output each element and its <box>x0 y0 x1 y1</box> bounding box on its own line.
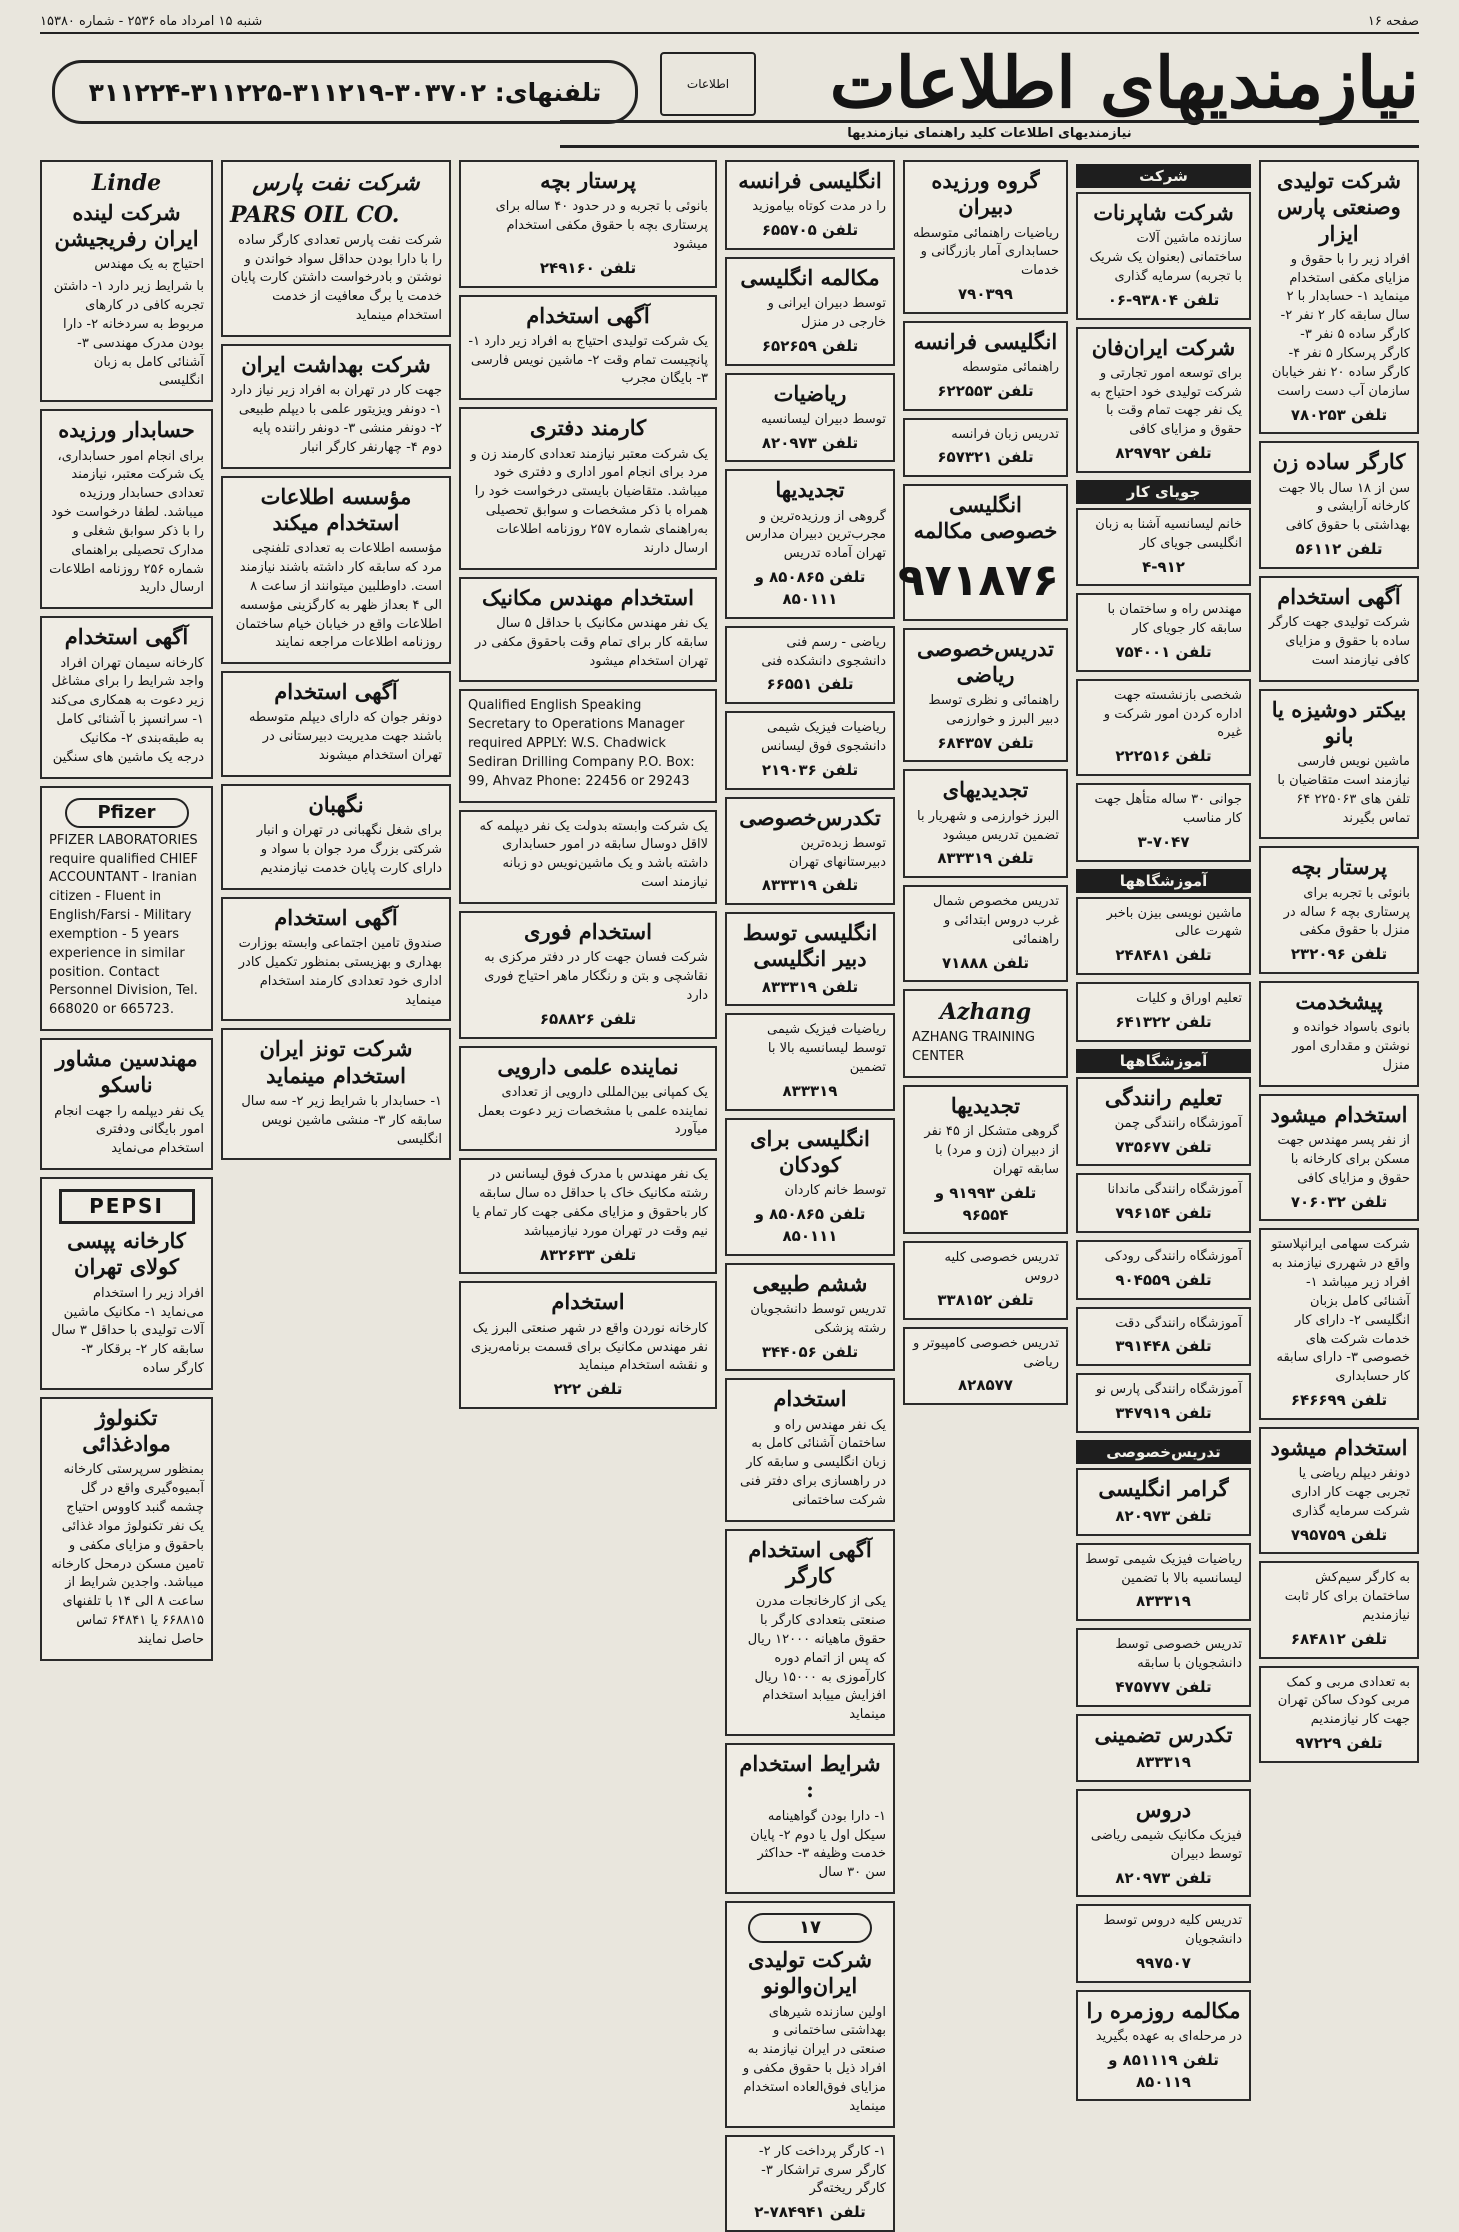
classified-ad <box>1076 192 1251 320</box>
classified-ad <box>1259 1228 1419 1420</box>
ad-title: تکدرس‌خصوصی <box>739 804 881 830</box>
ad-phone: تلفن ۶۴۶۶۹۹ <box>1290 1391 1388 1410</box>
ad-title: پیشخدمت <box>1295 988 1383 1014</box>
ad-body: جوانی ۳۰ ساله متأهل جهت کار مناسب <box>1094 792 1242 826</box>
ad-body: صندوق تامین اجتماعی وابسته بوزارت بهداری و بهزیستی بمنظور تکمیل کادر اداری خود تعدادی کارمند استخدام مینماید <box>238 936 442 1008</box>
ad-body: آموزشگاه رانندگی پارس نو <box>1095 1382 1242 1398</box>
ad-body: جهت کار در تهران به افراد زیر نیاز دارد ۱- دونفر ویزیتور علمی با دیپلم طبیعی ۲- دونفر منشی ۳- دونفر راننده پایه دوم ۴- چهارنفر کارگر انبار <box>230 383 442 455</box>
classified-ad <box>903 1327 1068 1405</box>
ad-body: سازنده ماشین آلات ساختمانی (بعنوان یک شریک با تجربه) سرمایه گذاری <box>1089 231 1242 284</box>
ad-body: تدریس خصوصی توسط دانشجویان با سابقه <box>1115 1637 1242 1672</box>
ad-phone: تلفن ۸۵۰۸۶۵ و ۸۵۰۱۱۱ <box>754 1205 866 1245</box>
ad-body: تعلیم اوراق و کلیات <box>1136 990 1242 1006</box>
ad-phone: ۸۳۳۳۱۹ <box>782 1082 838 1100</box>
classified-ad <box>725 373 895 463</box>
ad-phone: تلفن ۹۷۲۲۹ <box>1295 1734 1383 1753</box>
ad-phone: تلفن ۳۴۷۹۱۹ <box>1115 1404 1212 1422</box>
ad-phone: تلفن ۲۴۹۱۶۰ <box>539 258 637 277</box>
ad-phone: تلفن ۴۷۵۷۷۷ <box>1115 1677 1212 1696</box>
ad-body: گروهی از ورزیده‌ترین و مجرب‌ترین دبیران مدارس تهران آماده تدریس <box>745 508 886 562</box>
ad-body: ریاضی - رسم فنی دانشجوی دانشکده فنی <box>761 634 886 669</box>
classified-ad <box>1076 982 1251 1042</box>
classified-ad <box>221 476 451 665</box>
ad-title: تکنولوژ موادغذائی <box>82 1404 171 1457</box>
ad-body: دونفر دیپلم ریاضی یا تجربی جهت کار اداری شرکت سرمایه گذاری <box>1291 1466 1410 1519</box>
classified-ad <box>459 407 717 569</box>
ad-title: مکالمه انگلیسی <box>740 264 880 290</box>
ad-phone: تلفن ۲۱۹۰۳۶ <box>761 760 859 779</box>
ad-phone: ۳-۷۰۴۷ <box>1137 832 1190 851</box>
ad-title: تعلیم رانندگی <box>1104 1084 1223 1110</box>
ad-body: اولین سازنده شیرهای بهداشتی ساختمانی و صنعتی در ایران نیازمند به افراد ذیل با حقوق مکفی و مزایای فوق‌العاده استخدام مینماید <box>742 2004 886 2114</box>
ad-phone: تلفن ۲۳۲۰۹۶ <box>1290 945 1388 964</box>
classified-ad <box>903 885 1068 982</box>
ad-body-english: Qualified English Speaking Secretary to Operations Manager required APPLY: W.S. Chadwick Sediran Drilling Company P.O. Box: 99, Ahvaz Phone: 22456 or 29243 <box>468 698 695 789</box>
ad-title: شرکت بهداشت ایران <box>241 352 431 377</box>
ad-title: تکدرس تضمینی <box>1094 1721 1233 1747</box>
ad-title: گرامر انگلیسی <box>1098 1475 1229 1501</box>
classified-ad <box>725 469 895 618</box>
ad-title: استخدام مهندس مکانیک <box>482 584 694 610</box>
ad-body: افراد زیر را با حقوق و مزایای مکفی استخدام مینماید ۱- حسابدار با ۲ سال سابقه کار ۲ نفر ۲- کارگر ساده ۵ نفر ۳- کارگر پرسکار ۵ نفر ۴- کارگر ساده ۲۰ نفر خیابان سازمان آب دست راست <box>1271 251 1410 399</box>
ad-phone: تلفن ۶۸۴۸۱۲ <box>1290 1629 1388 1648</box>
ad-body: ریاضیات فیزیک شیمی توسط لیسانسیه بالا با تضمین <box>766 1022 886 1076</box>
ad-logo: Linde <box>91 170 162 196</box>
ad-title: آگهی استخدام <box>1277 583 1401 609</box>
ad-body: یک شرکت تولیدی احتیاج به افراد زیر دارد ۱- پانچیست تمام وقت ۲- ماشین نویس فارسی ۳- بایگان مجرب <box>468 333 708 387</box>
classified-ad <box>40 616 213 778</box>
ad-phone: تلفن ۷۹۵۷۵۹ <box>1290 1525 1388 1544</box>
ad-title: نماینده علمی دارویی <box>497 1053 679 1079</box>
issue-date: شنبه ۱۵ امرداد ماه ۲۵۳۶ - شماره ۱۵۳۸۰ <box>40 13 263 29</box>
classified-ad <box>1076 1240 1251 1300</box>
ad-body: یک نفر مهندس مکانیک با حداقل ۵ سال سابقه کار برای تمام وقت باحقوق مکفی در تهران استخدام میشود <box>475 615 708 669</box>
ad-body-english: PFIZER LABORATORIES require qualified CHIEF ACCOUNTANT - Iranian citizen - Fluent in English/Farsi - Military exemption - 5 years experience in similar position. Contact Personnel Division, Tel. 668020 or 665723. <box>49 832 198 1018</box>
phones-numbers: ۳۱۱۲۲۴-۳۱۱۲۲۵-۳۱۱۲۱۹-۳۰۳۷۰۲ <box>88 77 487 107</box>
page-number: صفحه ۱۶ <box>1367 13 1419 29</box>
classified-ad <box>1076 897 1251 975</box>
ad-phone: تلفن ۷۰۶۰۳۲ <box>1290 1192 1388 1211</box>
ad-body: خانم لیسانسیه آشنا به زبان انگلیسی جویای کار <box>1095 516 1242 551</box>
ad-title: آگهی استخدام <box>274 904 398 930</box>
classified-ad <box>221 671 451 777</box>
ad-title: استخدام <box>551 1289 625 1315</box>
ad-title: استخدام فوری <box>524 919 652 944</box>
ad-body: راهنمائی متوسطه <box>962 360 1059 376</box>
ad-phone: تلفن ۶۲۲۵۵۳ <box>937 381 1034 400</box>
classified-ad <box>903 1241 1068 1319</box>
ad-body: دونفر جوان که دارای دیپلم متوسطه باشند جهت مدیریت دبیرستانی در تهران استخدام میشوند <box>248 710 442 764</box>
classified-ad <box>40 1038 213 1170</box>
classified-ad <box>1076 1077 1251 1167</box>
ad-title: آگهی استخدام <box>526 302 650 328</box>
classified-ad <box>1076 1307 1251 1367</box>
classified-ad <box>1076 679 1251 776</box>
classified-ad <box>459 295 717 401</box>
ad-phone: تلفن ۲۲۲ <box>553 1380 623 1399</box>
classified-ad <box>459 1046 717 1152</box>
masthead-subtitle: نیازمندیهای اطلاعات کلید راهنمای نیازمندیها <box>560 120 1419 148</box>
ad-phone: تلفن ۳۳۸۱۵۲ <box>937 1290 1034 1309</box>
ad-phone: تلفن ۸۳۳۳۱۹ <box>937 849 1034 868</box>
ad-title: شرکت لینده ایران رفریجیشن <box>54 199 199 252</box>
classified-ad <box>1259 1427 1419 1555</box>
ad-body: بمنظور سرپرستی کارخانه آبمیوه‌گیری واقع در گل چشمه گنبد کاووس احتیاج یک نفر تکنولوژ مواد غذائی باحقوق و مزایای مکفی و تامین مسکن درمحل کارخانه میباشد. واجدین شرایط از ساعت ۸ الی ۱۴ با تلفنهای ۶۶۸۸۱۵ یا ۶۴۸۴۱ تماس حاصل نمایند <box>51 1462 204 1647</box>
masthead-title: نیازمندیهای اطلاعات <box>829 41 1419 124</box>
ad-title: انگلیسی برای کودکان <box>750 1125 870 1177</box>
ad-body: یک شرکت معتبر نیازمند تعدادی کارمند زن و مرد برای انجام امور اداری و دفتری خود میباشد. متقاضیان بایستی درخواست خود را همراه با ذکر مشخصات و سوابق تحصیلی به‌راهنمای شماره ۲۵۷ روزنامه اطلاعات ارسال دارند <box>470 446 708 556</box>
ad-phone: تلفن ۶۶۵۵۱ <box>766 675 854 694</box>
ad-body: مؤسسه اطلاعات به تعدادی تلفنچی مرد که سابقه کار داشته باشند نیازمند است. داوطلبین میتوانند از ساعت ۸ الی ۴ بعداز ظهر به کارگزینی مؤسسه اطلاعات واقع در خیابان خیام ساختمان روزنامه اطلاعات مراجعه نمایند <box>235 541 442 651</box>
ad-title: شرکت تونز ایران استخدام مینماید <box>259 1036 413 1088</box>
ad-body: سن از ۱۸ سال بالا جهت کارخانه آرایشی و بهداشتی با حقوق کافی <box>1278 480 1410 534</box>
ad-title: مهندسین مشاور ناسکو <box>55 1046 198 1098</box>
ad-body: ریاضیات فیزیک شیمی دانشجوی فوق لیسانس <box>761 720 886 754</box>
ad-body: افراد زیر را استخدام می‌نماید ۱- مکانیک ماشین آلات تولیدی با حداقل ۳ سال سابقه کار ۲- برقکار ۳- کارگر ساده <box>51 1285 204 1377</box>
classified-ad <box>1259 1666 1419 1763</box>
classified-ad <box>459 160 717 288</box>
classified-ad <box>1076 1173 1251 1233</box>
ad-phone: تلفن ۸۲۰۹۷۳ <box>1115 1868 1212 1887</box>
classified-ad <box>725 160 895 250</box>
ad-body: توسط زبده‌ترین دبیرستانهای تهران <box>788 835 886 870</box>
classified-ad <box>221 784 451 890</box>
classified-ad <box>459 689 717 802</box>
ad-title: شرایط استخدام : <box>739 1751 881 1803</box>
classified-ad <box>221 160 451 337</box>
ad-title: کارگر ساده زن <box>1272 449 1406 475</box>
classified-ad <box>1259 576 1419 682</box>
ad-phone: تلفن ۲۲۲۵۱۶ <box>1115 747 1212 766</box>
ad-title: استخدام <box>773 1386 847 1412</box>
ad-title: بیکتر دوشیزه یا بانو <box>1271 696 1407 748</box>
ad-body: شخصی بازنشسته جهت اداره کردن امور شرکت و غیره <box>1103 687 1242 741</box>
ad-title: استخدام میشود <box>1270 1434 1408 1460</box>
ad-body: آموزشگاه رانندگی دقت <box>1115 1315 1242 1331</box>
classified-ad <box>903 989 1068 1078</box>
classified-ad <box>1076 1990 1251 2102</box>
classified-ad <box>725 257 895 366</box>
ad-phone: تلفن ۸۳۳۳۱۹ <box>761 876 859 895</box>
ad-title: شرکت تولیدی وصنعتی پارس ایزار <box>1276 168 1401 246</box>
ad-body: ۱- کارگر پرداخت کار ۲- کارگر سری تراشکار ۳- کارگر ریخته‌گر <box>758 2143 886 2197</box>
classified-ad <box>903 1085 1068 1234</box>
ad-phone: تلفن ۹۳۸۰۴-۰۶ <box>1107 290 1220 309</box>
classified-ad <box>1076 1468 1251 1536</box>
classified-ad <box>40 409 213 609</box>
classified-ad <box>1076 783 1251 861</box>
ad-phone: تلفن ۷۱۸۸۸ <box>941 953 1030 972</box>
ad-logo-subtitle: AZHANG TRAINING CENTER <box>912 1030 1035 1065</box>
classified-ad <box>1259 846 1419 974</box>
classified-ad <box>40 160 213 402</box>
ad-phone: تلفن ۷۵۴۰۰۱ <box>1115 643 1212 662</box>
ad-title: تجدیدیها <box>775 477 845 503</box>
ad-phone: تلفن ۲۴۸۴۸۱ <box>1115 946 1212 965</box>
category-header: جویای کار <box>1076 480 1251 504</box>
ad-phone: ۷۹۰۳۹۹ <box>958 285 1013 304</box>
column-6 <box>221 160 451 2040</box>
ad-phone: تلفن ۸۲۰۹۷۳ <box>761 433 859 452</box>
ad-body: توسط دبیران ایرانی و خارجی در منزل <box>767 296 886 330</box>
ad-phone: تلفن ۳۴۴۰۵۶ <box>761 1342 859 1361</box>
ad-title: نگهبان <box>308 791 364 817</box>
classified-ad <box>725 797 895 906</box>
classified-ad <box>459 810 717 904</box>
classified-ad <box>897 484 1068 620</box>
ad-body: شرکت نفت پارس تعدادی کارگر ساده را با دارا بودن حداقل سواد خواندن و نوشتن و بادرخواست داشتن کارت پایان خدمت یا برگ معافیت از خدمت استخدام مینماید <box>230 232 442 324</box>
ad-phone: تلفن ۹۰۴۵۵۹ <box>1115 1270 1212 1289</box>
classified-ad <box>725 1901 895 2128</box>
ad-logo-latin: PARS OIL CO. <box>230 201 400 228</box>
ad-logo: Azhang <box>939 999 1032 1026</box>
ad-body: به کارگر سیم‌کش ساختمان برای کار ثابت نیازمندیم <box>1284 1570 1410 1623</box>
ad-phone: تلفن ۷۳۵۶۷۷ <box>1115 1137 1212 1156</box>
ad-title: استخدام میشود <box>1270 1101 1408 1127</box>
category-header: شرکت <box>1076 164 1251 188</box>
classified-ad <box>903 160 1068 314</box>
ad-body: البرز خوارزمی و شهریار با تضمین تدریس میشود <box>917 808 1059 843</box>
masthead-emblem: اطلاعات <box>660 52 756 116</box>
ad-body: شرکت فسان جهت کار در دفتر مرکزی به نقاشچی و بتن و رنگکار ماهر احتیاج فوری دارد <box>484 950 708 1003</box>
ad-body: ریاضیات راهنمائی متوسطه حسابداری آمار بازرگانی و خدمات <box>912 225 1059 279</box>
ad-body: بانوئی با تجربه و در حدود ۴۰ ساله برای پرستاری بچه با حقوق مکفی استخدام میشود <box>495 199 708 252</box>
ad-logo: ۱۷ <box>748 1913 872 1943</box>
classified-ad <box>725 626 895 704</box>
classified-ad <box>40 1177 213 1390</box>
ad-body: بانوی باسواد خوانده و نوشتن و مقداری امور منزل <box>1292 1020 1410 1073</box>
ad-body: به تعدادی مربی و کمک مربی کودک ساکن تهران جهت کار نیازمندیم <box>1277 1674 1410 1728</box>
ad-body: ۱- حسابدار با شرایط زیر ۲- سه سال سابقه کار ۳- منشی ماشین نویس انگلیسی <box>241 1093 442 1147</box>
ad-phone: تلفن ۸۳۲۶۳۳ <box>539 1245 637 1264</box>
ad-title: حسابدار ورزیده <box>58 417 195 443</box>
ad-title: انگلیسی فرانسه <box>738 168 882 193</box>
ad-phone: تلفن ۹۱۹۹۳ و ۹۶۵۵۴ <box>934 1183 1037 1224</box>
ad-title: ریاضیات <box>773 380 847 406</box>
classified-ad <box>1076 327 1251 473</box>
category-header: آموزشگاهها <box>1076 869 1251 893</box>
classified-ad <box>1259 441 1419 569</box>
classified-ad <box>1259 981 1419 1087</box>
ad-title: آگهی استخدام کارگر <box>748 1536 872 1588</box>
column-3 <box>897 160 1068 2040</box>
phones-label: تلفنهای: <box>494 77 602 107</box>
ad-logo-latin: Pfizer <box>65 798 189 828</box>
ad-phone: تلفن ۸۲۹۷۹۲ <box>1115 444 1212 463</box>
ad-title: تدریس‌خصوصی ریاضی <box>916 635 1054 687</box>
classified-ad <box>221 897 451 1022</box>
classified-ad <box>903 418 1068 478</box>
classified-ad <box>1076 1373 1251 1433</box>
classified-ad <box>725 1013 895 1110</box>
ad-body: آموزشگاه رانندگی چمن <box>1114 1115 1242 1131</box>
classified-ad <box>1259 160 1419 434</box>
classified-ad <box>1259 1094 1419 1222</box>
ad-phone: تلفن ۶۵۸۸۲۶ <box>539 1009 637 1028</box>
ad-title: پرستار بچه <box>1291 854 1387 880</box>
ad-title: انگلیسی توسط دبیر انگلیسی <box>742 920 878 972</box>
classified-ad <box>725 2135 895 2232</box>
classified-ad <box>725 1743 895 1894</box>
ad-body: برای انجام امور حسابداری، یک شرکت معتبر، نیازمند تعدادی حسابدار ورزیده میباشد. لطفا درخواست خود را با ذکر سوابق شغلی و مدارک تحصیلی براهنمای شماره ۲۵۶ روزنامه اطلاعات ارسال دارید <box>49 448 204 596</box>
ad-phone: تلفن ۸۵۱۱۱۹ و ۸۵۰۱۱۹ <box>1108 2050 1219 2091</box>
ad-title: گروه ورزیده دبیران <box>931 168 1040 220</box>
ad-subtitle: احتیاج به یک مهندس <box>94 257 204 273</box>
ad-body: تدریس توسط دانشجویان رشته پزشکی <box>750 1301 886 1336</box>
classified-ad <box>221 1028 451 1160</box>
classified-ad <box>1259 689 1419 840</box>
ad-title: تجدیدیها <box>950 1093 1021 1118</box>
ad-body: تدریس زبان فرانسه <box>951 426 1059 442</box>
ad-body: تدریس خصوصی کامپیوتر و ریاضی <box>913 1335 1059 1370</box>
ad-body: گروهی متشکل از ۴۵ نفر از دبیران (زن و مرد) با سابقه تهران <box>924 1124 1059 1177</box>
masthead <box>40 38 1419 148</box>
classified-ad <box>1076 1789 1251 1898</box>
column-5 <box>459 160 717 2040</box>
classified-ad <box>459 577 717 683</box>
ad-body: تدریس کلیه دروس توسط دانشجویان <box>1103 1913 1242 1948</box>
ad-body: یک نفر مهندس با مدرک فوق لیسانس در رشته مکانیک خاک با حداقل ده سال سابقه کار باحقوق و مزایای مکفی جهت کار تمام یا نیم وقت در تهران مورد نیازمیباشد <box>472 1167 708 1239</box>
classified-ad <box>1076 1904 1251 1982</box>
ad-phone: تلفن ۶۵۷۳۲۱ <box>937 448 1034 467</box>
masthead-phones <box>52 60 638 124</box>
classified-ad <box>40 786 213 1032</box>
ad-phone: ۸۳۳۳۱۹ <box>1136 1752 1191 1771</box>
ad-body: آموزشگاه رانندگی ماندانا <box>1107 1182 1242 1198</box>
category-header: تدریس‌خصوصی <box>1076 1440 1251 1464</box>
classified-ad <box>459 1281 717 1409</box>
ad-title: کارمند دفتری <box>529 415 647 441</box>
ad-title: مؤسسه اطلاعات استخدام میکند <box>260 483 412 535</box>
ad-title: دروس <box>1135 1796 1192 1822</box>
ad-title: شرکت شاپرنات <box>1093 200 1234 225</box>
classified-ad <box>903 321 1068 411</box>
classified-ad <box>459 1158 717 1274</box>
ad-body: شرکت سهامی ایرانپلاستو واقع در شهرری نیازمند به افراد زیر میباشد ۱- آشنائی کامل بزبان انگلیسی ۲- دارای کار خدمات شرکت های خصوصی ۳- دارای سابقه کار حسابداری <box>1271 1237 1410 1385</box>
ad-phone: تلفن ۳۹۱۴۴۸ <box>1115 1337 1212 1356</box>
ad-body: یکی از کارخانجات مدرن صنعتی بتعدادی کارگر با حقوق ماهیانه ۱۲۰۰۰ ریال که پس از اتمام دوره کارآموزی به ۱۵۰۰۰ ریال افزایش مییابد استخدام مینماید <box>747 1594 886 1723</box>
ad-body: کارخانه نوردن واقع در شهر صنعتی البرز یک نفر مهندس مکانیک برای قسمت برنامه‌ریزی و نقشه استخدام مینماید <box>470 1320 708 1374</box>
ad-body: یک نفر مهندس راه و ساختمان آشنائی کامل به زبان انگلیسی و سابقه کار در راهسازی برای دفتر فنی شرکت ساختمانی <box>739 1417 886 1508</box>
ad-logo-latin: PEPSI <box>59 1189 195 1224</box>
ad-body: برای توسعه امور تجارتی و شرکت تولیدی خود احتیاج به یک نفر جهت تمام وقت با حقوق و مزایای کافی <box>1090 365 1242 438</box>
classified-ad <box>1076 593 1251 671</box>
ad-phone: ۹۹۷۵۰۷ <box>1136 1954 1191 1972</box>
ad-body: برای شغل نگهبانی در تهران و انبار شرکتی بزرگ مرد جوان با سواد و دارای کارت پایان خدمت نیازمندیم <box>256 823 442 876</box>
ad-logo: شرکت نفت پارس <box>252 170 420 196</box>
ad-title: انگلیسی فرانسه <box>913 328 1058 354</box>
ad-phone: ۸۲۸۵۷۷ <box>958 1376 1013 1395</box>
ad-body: تدریس مخصوص شمال غرب دروس ابتدائی و راهنمائی <box>932 894 1059 947</box>
ad-big-number: ۹۷۱۸۷۶ <box>897 554 1059 606</box>
ad-body: یک کمپانی بین‌المللی دارویی از تعدادی نماینده علمی با مشخصات زیر دعوت بعمل میآورد <box>477 1084 708 1138</box>
ad-body: در مرحله‌ای به عهده بگیرید <box>1095 2029 1242 2044</box>
classified-ad <box>1076 1714 1251 1782</box>
classified-ad <box>725 1118 895 1256</box>
classified-ad <box>725 912 895 1006</box>
category-header: آموزشگاهها <box>1076 1049 1251 1073</box>
ad-title: تجدیدیهای <box>942 777 1029 803</box>
ad-body: آموزشگاه رانندگی رودکی <box>1104 1248 1242 1264</box>
ad-phone: تلفن ۶۴۱۳۲۲ <box>1115 1012 1212 1031</box>
ad-body: یک نفر دیپلمه را جهت انجام امور بایگانی ودفتری استخدام می‌نماید <box>54 1103 204 1157</box>
ad-title: انگلیسی خصوصی مکالمه <box>913 492 1058 544</box>
column-7 <box>40 160 213 2040</box>
ad-phone: ۸۳۳۳۱۹ <box>1136 1592 1191 1611</box>
ad-body: توسط دبیران لیسانسیه <box>760 411 886 427</box>
ad-body: یک شرکت وابسته بدولت یک نفر دیپلمه که لااقل دوسال سابقه در امور حسابداری داشته باشد و یک ماشین‌نویس دو زبانه نیازمند است <box>479 818 708 891</box>
ad-body: راهنمائی و نظری توسط دبیر البرز و خوارزمی <box>928 693 1059 727</box>
ad-phone: تلفن ۷۹۶۱۵۴ <box>1115 1204 1212 1223</box>
top-bar <box>40 10 1419 34</box>
classified-ad <box>1076 1628 1251 1706</box>
ad-phone: تلفن ۶۵۵۷۰۵ <box>761 221 859 240</box>
column-1 <box>1259 160 1419 2040</box>
classified-ad <box>1259 1561 1419 1658</box>
ad-body: از نفر پسر مهندس جهت مسکن برای کارخانه با حقوق و مزایای کافی <box>1277 1133 1410 1186</box>
classified-ad <box>725 1378 895 1521</box>
ad-body: بانوئی با تجربه برای پرستاری بچه ۶ ساله در منزل با حقوق مکفی <box>1283 885 1410 939</box>
ad-phone: تلفن ۸۵۰۸۶۵ و ۸۵۰۱۱۱ <box>754 568 866 608</box>
ad-body: کارخانه سیمان تهران افراد واجد شرایط را برای مشاغل زیر دعوت به همکاری می‌کند ۱- سرانسپز با آشنائی کامل به طبقه‌بندی ۲- مکانیک درجه یک ماشین های سنگین <box>50 655 204 765</box>
classified-ad <box>40 1397 213 1661</box>
classified-ad <box>725 711 895 789</box>
ad-body: فیزیک مکانیک شیمی ریاضی توسط دبیران <box>1090 1827 1242 1862</box>
ad-body: ۱- دارا بودن گواهینامه سیکل اول یا دوم ۲- پایان خدمت وظیفه ۳- حداکثر سن ۳۰ سال <box>750 1808 886 1881</box>
ad-phone: تلفن ۶۸۴۳۵۷ <box>937 733 1034 752</box>
classified-ad <box>459 911 717 1039</box>
classified-ad <box>903 769 1068 878</box>
ad-title: آگهی استخدام <box>64 624 189 650</box>
ad-body: تدریس خصوصی کلیه دروس <box>944 1250 1059 1285</box>
ad-body: را در مدت کوتاه بیاموزید <box>752 199 886 215</box>
ad-phone: تلفن ۷۸۰۲۵۳ <box>1290 405 1388 424</box>
ad-phone: تلفن ۵۶۱۱۲ <box>1295 540 1383 559</box>
ad-body: با شرایط زیر دارد ۱- داشتن تجربه کافی در کارهای مربوط به سردخانه ۲- دارا بودن مدرک مهندسی ۳- آشنائی کامل به زبان انگلیسی <box>53 279 204 389</box>
ad-body: شرکت تولیدی جهت کارگر ساده با حقوق و مزایای کافی نیازمند است <box>1268 615 1410 668</box>
classified-ad <box>1076 1543 1251 1621</box>
ad-phone: تلفن ۸۳۳۳۱۹ <box>761 977 859 996</box>
ad-title: شرکت ایران‌فان <box>1091 334 1236 360</box>
ad-phone: ۴-۹۱۲ <box>1142 557 1185 576</box>
ad-title: آگهی استخدام <box>274 679 398 705</box>
ad-body: مهندس راه و ساختمان با سابقه کار جویای کار <box>1107 602 1242 637</box>
classified-ad <box>725 1529 895 1736</box>
ad-phone: تلفن ۷۸۴۹۴۱-۲ <box>754 2203 866 2222</box>
ad-title: ششم طبیعی <box>752 1270 868 1296</box>
classified-ad <box>1076 508 1251 586</box>
ad-title: شرکت تولیدی ایران‌والونو <box>747 1947 872 1999</box>
ad-phone: تلفن ۶۵۲۶۵۹ <box>761 336 859 355</box>
ad-body: ماشین نویس فارسی نیازمند است متقاضیان با تلفن های ۲۲۵۰۶۳ ۶۴ تماس بگیرند <box>1277 754 1410 826</box>
classified-ad <box>725 1263 895 1372</box>
classified-ad <box>903 628 1068 763</box>
ad-body: ماشین نویسی بیزن باخبر شهرت عالی <box>1106 905 1242 940</box>
ad-title: کارخانه پپسی کولای تهران <box>67 1228 186 1280</box>
ad-phone: تلفن ۸۲۰۹۷۳ <box>1115 1507 1212 1525</box>
ad-title: پرستار بچه <box>540 168 636 193</box>
column-4 <box>725 160 895 2222</box>
ad-body: توسط خانم کاردان <box>784 1183 886 1199</box>
ad-body: ریاضیات فیزیک شیمی توسط لیسانسیه بالا با تضمین <box>1085 1551 1242 1586</box>
ad-title: مکالمه روزمره را <box>1086 1997 1241 2023</box>
column-2 <box>1076 160 1251 2091</box>
classified-ad <box>221 344 451 469</box>
